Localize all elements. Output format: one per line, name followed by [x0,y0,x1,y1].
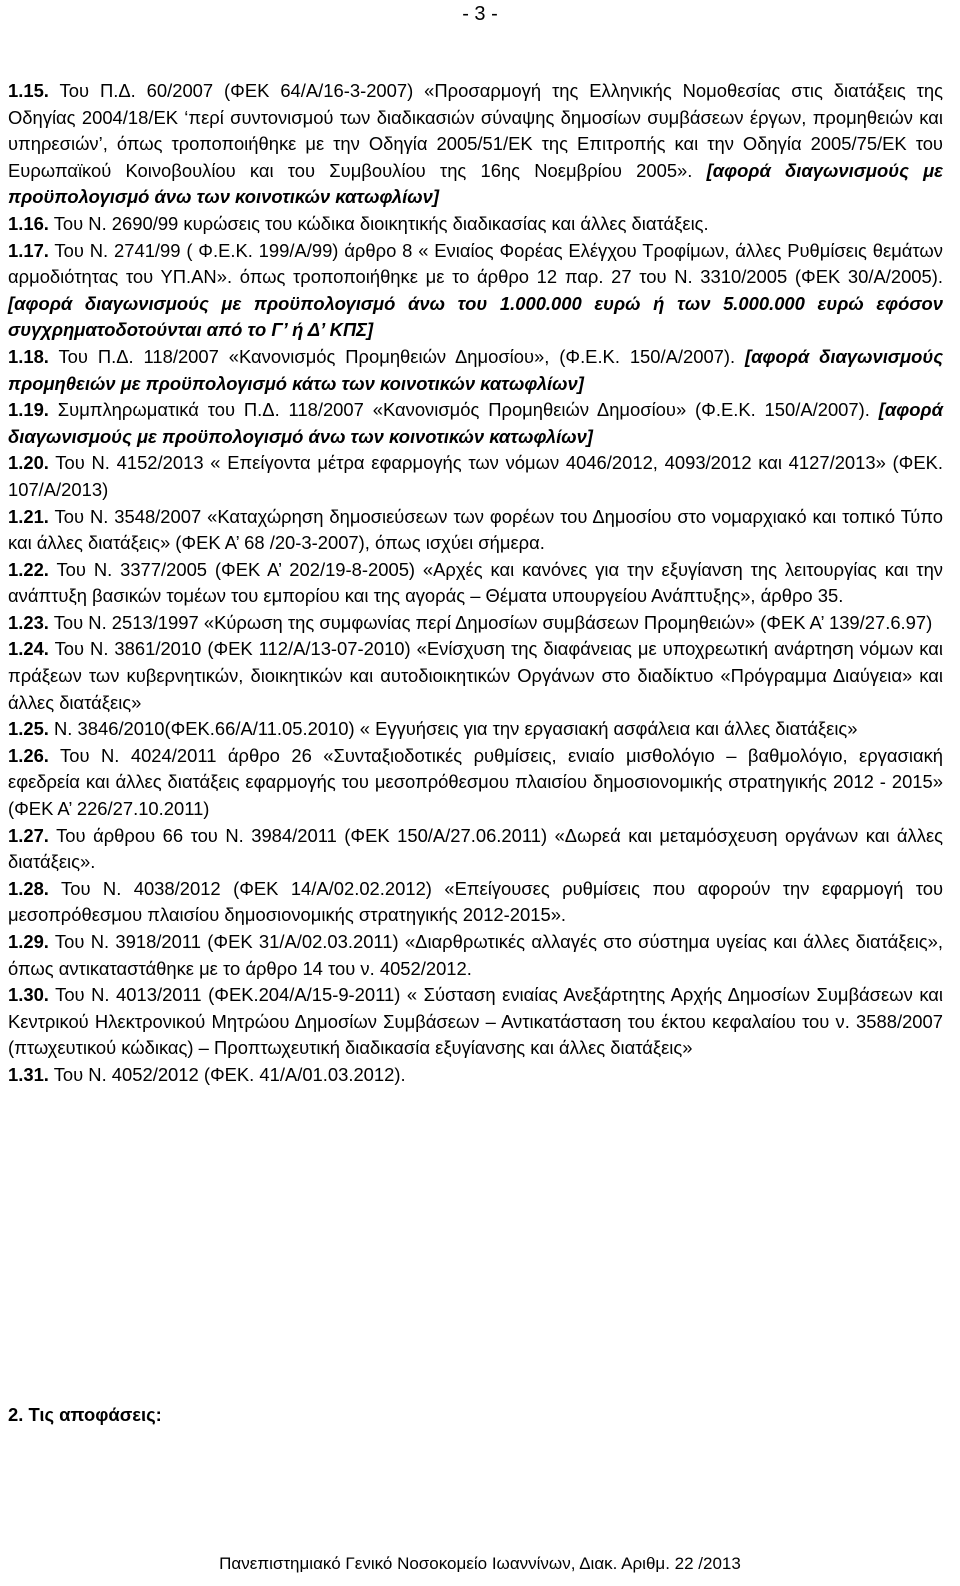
item-text: Του Π.Δ. 118/2007 «Κανονισμός Προμηθειών Δημοσίου», (Φ.Ε.Κ. 150/Α/2007). [58,345,736,367]
item-note: [αφορά διαγωνισμούς με προϋπολογισμό άνω του 1.000.000 ευρώ ή των 5.000.000 ευρώ εφόσον συγχρηματοδοτούνται από το Γ’ ή Δ’ ΚΠΣ] [8,292,943,341]
item-text: Του Ν. 4052/2012 (ΦΕΚ. 41/Α/01.03.2012). [53,1063,406,1085]
item-note: [αφορά διαγωνισμούς με προϋπολογισμό άνω των κοινοτικών κατωφλίων] [8,159,943,208]
item-number: 1.28. [8,877,49,899]
item-number: 1.31. [8,1063,49,1085]
item-text: Του Ν. 3548/2007 «Καταχώρηση δημοσιεύσεων των φορέων του Δημοσίου στο νομαρχιακό και τοπικό Τύπο και άλλες διατάξεις» (ΦΕΚ Α’ 68 /20-3-2007), όπως ισχύει σήμερα. [8,505,944,554]
list-item [8,636,943,716]
item-number: 1.19. [8,399,49,421]
list-item [8,823,943,876]
list-item [8,78,943,211]
item-number: 1.17. [8,239,49,261]
list-item [8,716,943,743]
item-text: Συμπληρωματικά του Π.Δ. 118/2007 «Κανονισμός Προμηθειών Δημοσίου» (Φ.Ε.Κ. 150/Α/2007). [57,399,870,421]
list-item [8,211,943,238]
item-number: 1.16. [8,212,49,234]
list-item [8,743,943,823]
item-number: 1.26. [8,744,49,766]
item-text: Του Ν. 4038/2012 (ΦΕΚ 14/Α/02.02.2012) «Επείγουσες ρυθμίσεις που αφορούν την εφαρμογή του μεσοπρόθεσμου πλαισίου δημοσιονομικής στρατηγικής 2012-2015». [8,877,944,926]
item-number: 1.27. [8,824,49,846]
item-number: 1.23. [8,611,49,633]
item-text: Του Π.Δ. 60/2007 (ΦΕΚ 64/Α/16-3-2007) «Προσαρμογή της Ελληνικής Νομοθεσίας στις διατάξεις της Οδηγίας 2004/18/ΕΚ ‘περί συντονισμού των διαδικασιών σύναψης δημοσίων συμβάσεων έργων, προμηθειών και υπηρεσιών’, όπως τροποποιήθηκε με την Οδηγία 2005/51/ΕΚ της Επιτροπής και την Οδηγία 2005/75/ΕΚ του Ευρωπαϊκού Κοινοβουλίου και του Συμβουλίου της 16ης Νοεμβρίου 2005». [8,80,943,181]
list-item [8,557,943,610]
item-number: 1.21. [8,505,49,527]
item-number: 1.20. [8,452,49,474]
item-text: Ν. 3846/2010(ΦΕΚ.66/Α/11.05.2010) « Εγγυήσεις για την εργασιακή ασφάλεια και άλλες διατάξεις» [54,718,858,740]
item-text: Του Ν. 2741/99 ( Φ.Ε.Κ. 199/Α/99) άρθρο 8 « Ενιαίος Φορέας Ελέγχου Τροφίμων, άλλες Ρυθμίσεις θεμάτων αρμοδιότητας του ΥΠ.ΑΝ». όπως τροποποιήθηκε με το άρθρο 12 παρ. 27 του Ν. 3310/2005 (ΦΕΚ 30/Α/2005). [8,239,943,288]
item-text: Του Ν. 3377/2005 (ΦΕΚ Α’ 202/19-8-2005) «Αρχές και κανόνες για την εξυγίανση της λειτουργίας και την ανάπτυξη βασικών τομέων του εμπορίου και της αγοράς – Θέματα υπουργείου Ανάπτυξης», άρθρο 35. [8,558,943,607]
list-item [8,397,943,450]
item-text: Του Ν. 3918/2011 (ΦΕΚ 31/Α/02.03.2011) «Διαρθρωτικές αλλαγές στο σύστημα υγείας και άλλες διατάξεις», όπως αντικαταστάθηκε με το άρθρο 14 του ν. 4052/2012. [8,931,943,979]
item-number: 1.30. [8,984,49,1006]
list-item [8,1062,943,1089]
list-item [8,238,943,344]
list-item [8,876,943,929]
item-number: 1.15. [8,80,49,101]
item-number: 1.25. [8,718,49,740]
item-text: Του Ν. 2513/1997 «Κύρωση της συμφωνίας περί Δημοσίων συμβάσεων Προμηθειών» (ΦΕΚ Α’ 139/27.6.97) [53,611,933,633]
item-number: 1.22. [8,558,49,580]
list-item [8,504,943,557]
list-item [8,450,943,503]
legal-basis-list [8,78,943,1089]
item-text: Του Ν. 4152/2013 « Επείγοντα μέτρα εφαρμογής των νόμων 4046/2012, 4093/2012 και 4127/2013» (ΦΕΚ. 107/Α/2013) [8,452,943,500]
item-number: 1.18. [8,345,49,367]
item-text: Του Ν. 4024/2011 άρθρο 26 «Συνταξιοδοτικές ρυθμίσεις, ενιαίο μισθολόγιο – βαθμολόγιο, εργασιακή εφεδρεία και άλλες διατάξεις εφαρμογής του μεσοπρόθεσμου πλαισίου δημοσιονομικής στρατηγικής 2012 - 2015» (ΦΕΚ Α’ 226/27.10.2011) [8,744,943,820]
section-heading: 2. Τις αποφάσεις: [8,1404,162,1425]
list-item [8,610,943,637]
item-text: Του Ν. 2690/99 κυρώσεις του κώδικα διοικητικής διαδικασίας και άλλες διατάξεις. [53,212,709,234]
item-number: 1.29. [8,931,49,952]
item-note: [αφορά διαγωνισμούς με προϋπολογισμό άνω των κοινοτικών κατωφλίων] [8,399,943,447]
list-item [8,982,943,1062]
item-number: 1.24. [8,638,49,660]
list-item [8,344,943,397]
page-footer: Πανεπιστημιακό Γενικό Νοσοκομείο Ιωαννίνων, Διακ. Αριθμ. 22 /2013 [219,1554,741,1573]
item-text: Του Ν. 4013/2011 (ΦΕΚ.204/Α/15-9-2011) « Σύσταση ενιαίας Ανεξάρτητης Αρχής Δημοσίων Συμβάσεων και Κεντρικού Ηλεκτρονικού Μητρώου Δημοσίων Συμβάσεων – Αντικατάσταση του έκτου κεφαλαίου του ν. 3588/2007 (πτωχευτικού κώδικας) – Προπτωχευτική διαδικασία εξυγίανσης και άλλες διατάξεις» [8,984,944,1059]
item-text: Του Ν. 3861/2010 (ΦΕΚ 112/Α/13-07-2010) «Ενίσχυση της διαφάνειας με υποχρεωτική ανάρτηση νόμων και πράξεων των κυβερνητικών, διοικητικών και αυτοδιοικητικών Οργάνων στο διαδίκτυο «Πρόγραμμα Διαύγεια» και άλλες διατάξεις» [8,638,943,713]
list-item [8,929,943,982]
item-text: Του άρθρου 66 του Ν. 3984/2011 (ΦΕΚ 150/Α/27.06.2011) «Δωρεά και μεταμόσχευση οργάνων και άλλες διατάξεις». [8,824,944,873]
page-number: - 3 - [462,3,498,25]
item-note: [αφορά διαγωνισμούς προμηθειών με προϋπολογισμό κάτω των κοινοτικών κατωφλίων] [8,345,943,394]
